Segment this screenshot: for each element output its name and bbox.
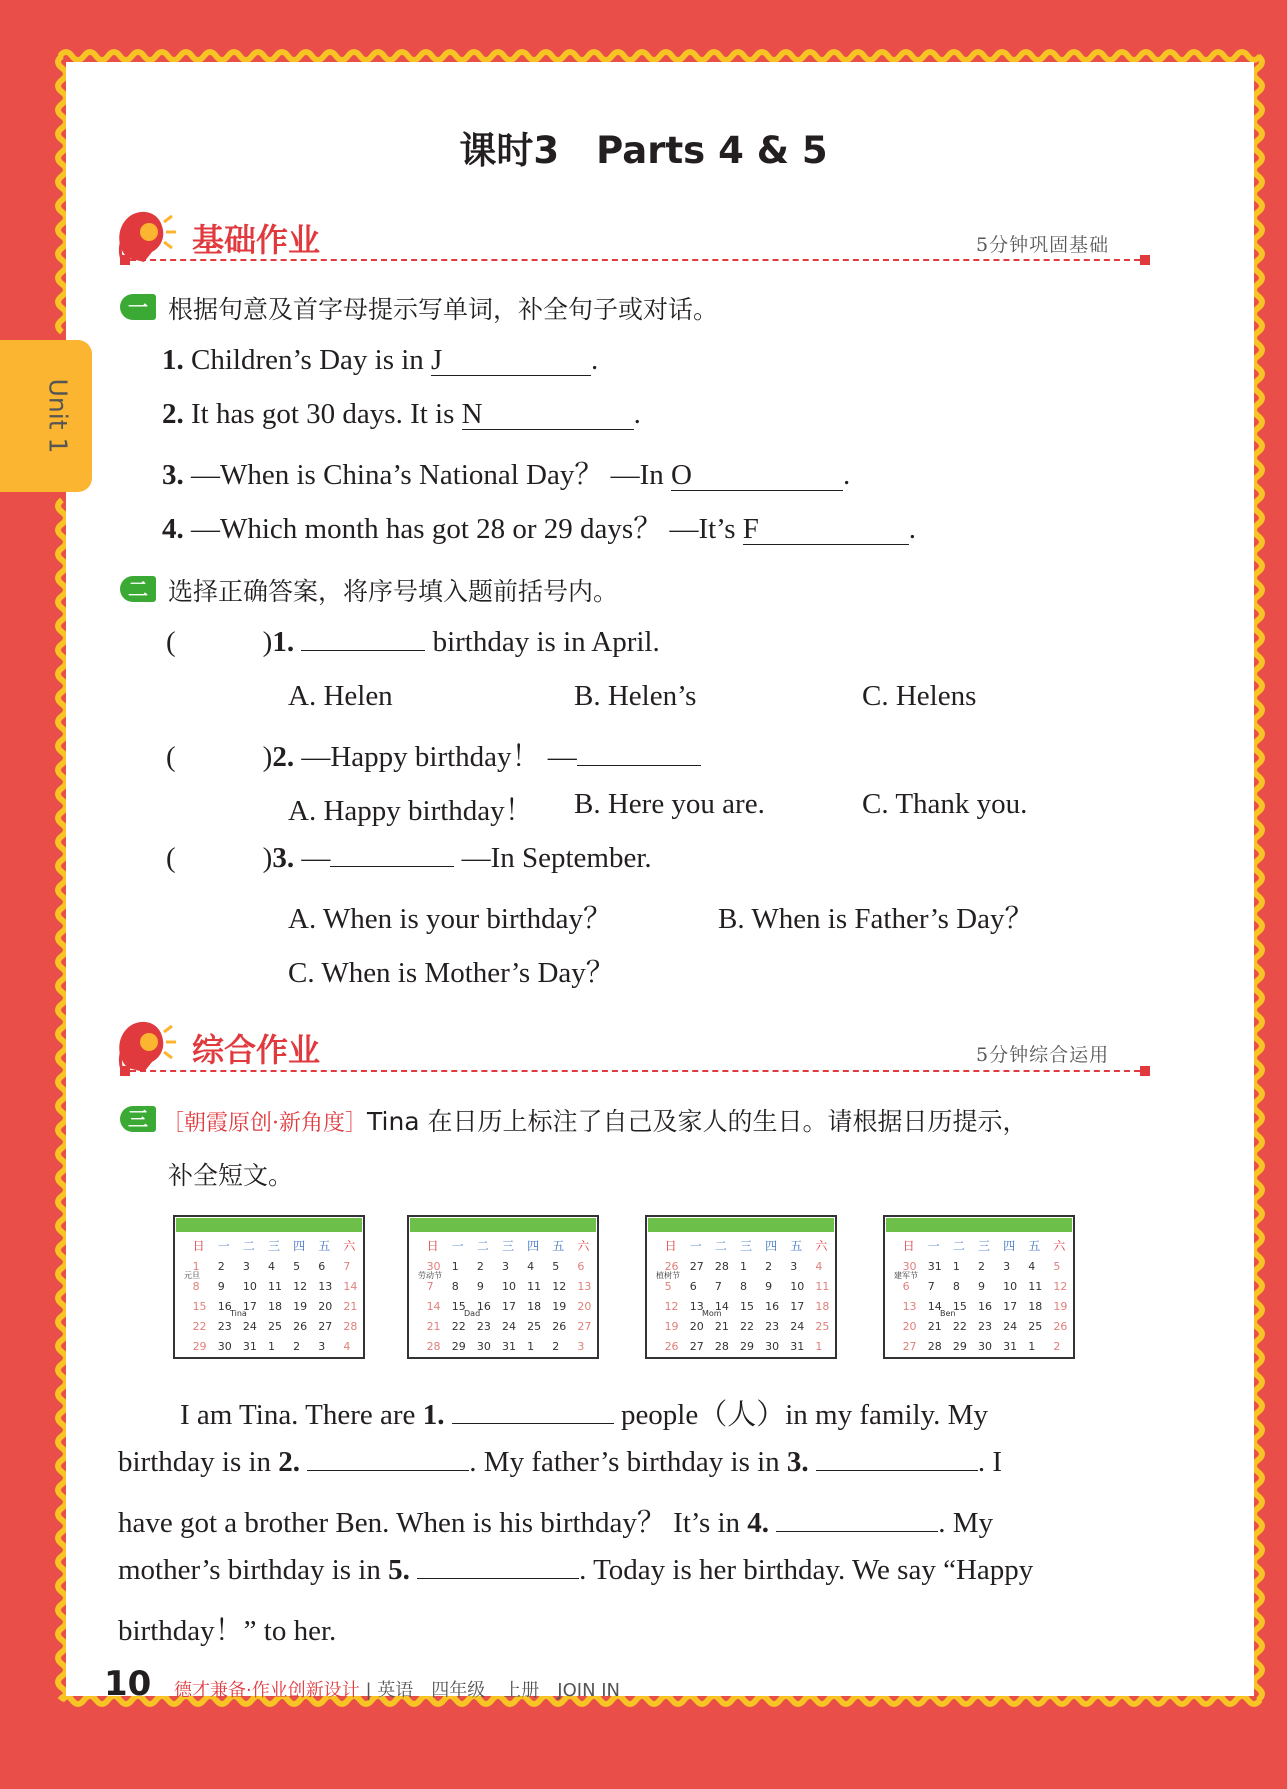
calendar-3 — [644, 1212, 840, 1362]
calendar-note: Mom — [702, 1309, 722, 1318]
calendar-weekday: 五 — [1028, 1239, 1041, 1253]
calendar-day: 10 — [1003, 1280, 1018, 1293]
calendar-weekday: 二 — [476, 1239, 489, 1253]
calendar-day: 30 — [476, 1340, 491, 1353]
passage-line-5: birthday！” to her. — [118, 1615, 337, 1647]
answer-blank[interactable]: J — [431, 346, 591, 376]
calendar-note: 元旦 — [184, 1271, 200, 1280]
calendar-day: 22 — [740, 1320, 754, 1333]
calendar-day: 3 — [577, 1340, 585, 1353]
page-title: 课时3 Parts 4 & 5 — [459, 129, 828, 172]
calendar-day: 11 — [1028, 1280, 1043, 1293]
calendar-day: 3 — [242, 1260, 250, 1273]
calendar-top-bar — [410, 1218, 596, 1232]
calendar-weekday: 六 — [1053, 1239, 1066, 1253]
calendar-day: 5 — [293, 1260, 301, 1273]
answer-paren[interactable]: ( ) — [166, 626, 273, 658]
calendar-day: 14 — [927, 1300, 942, 1313]
calendar-day: 26 — [552, 1320, 567, 1333]
calendar-day: 29 — [952, 1340, 967, 1353]
calendar-day: 5 — [552, 1260, 560, 1273]
calendar-day: 7 — [714, 1280, 722, 1293]
ex2-q3-option-c[interactable]: C. When is Mother’s Day？ — [288, 957, 615, 989]
calendar-day: 17 — [1003, 1300, 1018, 1313]
calendar-day: 1 — [451, 1260, 459, 1273]
ex2-q1-option-c[interactable]: C. Helens — [862, 680, 977, 712]
calendar-day: 19 — [552, 1300, 567, 1313]
answer-blank[interactable] — [577, 765, 701, 766]
calendar-top-bar — [176, 1218, 362, 1232]
ex2-question-1: ( )1. birthday is in April. — [166, 626, 660, 658]
answer-paren[interactable]: ( ) — [166, 842, 273, 874]
calendar-weekday: 六 — [577, 1239, 590, 1253]
calendar-day: 8 — [740, 1280, 747, 1293]
ex2-q2-option-c[interactable]: C. Thank you. — [862, 788, 1028, 820]
calendar-day: 1 — [815, 1340, 823, 1353]
calendar-day: 30 — [978, 1340, 992, 1353]
calendar-day: 14 — [343, 1280, 358, 1293]
unit-side-tab-label: Unit 1 — [43, 378, 73, 454]
calendar-day: 29 — [192, 1340, 207, 1353]
calendar-day: 22 — [192, 1320, 207, 1333]
calendar-day: 17 — [790, 1300, 805, 1313]
calendar-weekday: 三 — [978, 1239, 991, 1253]
calendar-day: 19 — [664, 1320, 679, 1333]
calendar-day: 17 — [242, 1300, 257, 1313]
ex2-q3-option-b[interactable]: B. When is Father’s Day？ — [718, 903, 1034, 935]
ex1-item-3: 3. —When is China’s National Day？ —In O . — [162, 459, 851, 491]
ex2-q2-option-a[interactable]: A. Happy birthday！ — [288, 795, 534, 827]
calendar-day: 10 — [242, 1280, 257, 1293]
divider-dot — [1140, 255, 1150, 265]
calendar-day: 14 — [426, 1300, 441, 1313]
calendar-day: 7 — [927, 1280, 935, 1293]
calendar-weekday: 日 — [426, 1239, 439, 1253]
calendar-day: 11 — [268, 1280, 282, 1293]
calendar-day: 21 — [343, 1300, 358, 1313]
calendar-day: 29 — [740, 1340, 754, 1353]
calendar-weekday: 五 — [790, 1239, 803, 1253]
calendar-day: 28 — [714, 1260, 729, 1273]
calendar-weekday: 一 — [927, 1239, 940, 1253]
calendar-day: 20 — [902, 1320, 917, 1333]
calendar-weekday: 五 — [318, 1239, 331, 1253]
calendar-day: 6 — [689, 1280, 697, 1293]
calendar-weekday: 日 — [192, 1239, 205, 1253]
passage-line-1: I am Tina. There are 1. people（人）in my family. My — [180, 1399, 988, 1431]
calendar-note: Tina — [230, 1309, 247, 1318]
calendar-weekday: 一 — [451, 1239, 464, 1253]
calendar-day: 2 — [476, 1260, 484, 1273]
calendar-day: 18 — [815, 1300, 830, 1313]
calendar-day: 30 — [902, 1260, 917, 1273]
ex2-question-3: ( )3. — —In September. — [166, 842, 652, 874]
calendar-day: 12 — [552, 1280, 567, 1293]
calendar-day: 26 — [664, 1340, 679, 1353]
exercise-2-instruction: 选择正确答案，将序号填入题前括号内。 — [168, 577, 619, 606]
calendar-day: 18 — [1028, 1300, 1043, 1313]
ex2-q2-option-b[interactable]: B. Here you are. — [574, 788, 765, 820]
calendar-day: 5 — [1053, 1260, 1061, 1273]
calendar-weekday: 六 — [343, 1239, 356, 1253]
footer-info: 德才兼备·作业创新设计 | 英语 四年级 上册 JOIN IN — [174, 1680, 621, 1701]
calendar-day: 18 — [268, 1300, 282, 1313]
calendar-day: 6 — [318, 1260, 326, 1273]
calendar-weekday: 三 — [502, 1239, 515, 1253]
calendar-day: 24 — [790, 1320, 805, 1333]
section-basic-divider — [130, 259, 1140, 261]
answer-blank[interactable]: N — [462, 400, 634, 430]
calendar-day: 14 — [714, 1300, 729, 1313]
calendar-day: 20 — [689, 1320, 704, 1333]
calendar-day: 2 — [552, 1340, 560, 1353]
passage-blank-2[interactable] — [307, 1470, 469, 1471]
calendar-note: Dad — [464, 1309, 481, 1318]
calendar-day: 1 — [268, 1340, 275, 1353]
calendar-day: 2 — [1053, 1340, 1061, 1353]
calendar-day: 16 — [476, 1300, 491, 1313]
calendar-day: 8 — [192, 1280, 200, 1293]
answer-blank[interactable] — [301, 650, 425, 651]
calendar-day: 6 — [902, 1280, 910, 1293]
ex1-item-2: 2. It has got 30 days. It is N . — [162, 398, 641, 430]
calendar-day: 1 — [1028, 1340, 1036, 1353]
section-comprehensive-title: 综合作业 — [192, 1031, 321, 1069]
calendar-day: 9 — [978, 1280, 985, 1293]
calendar-day: 21 — [426, 1320, 441, 1333]
calendar-day: 27 — [689, 1340, 704, 1353]
calendar-day: 28 — [714, 1340, 729, 1353]
calendar-day: 31 — [1003, 1340, 1018, 1353]
calendar-day: 16 — [217, 1300, 232, 1313]
exercise-3-badge: 三 — [120, 1106, 156, 1132]
answer-paren[interactable]: ( ) — [166, 741, 273, 773]
calendar-day: 4 — [815, 1260, 823, 1273]
calendar-weekday: 四 — [293, 1239, 306, 1253]
calendar-day: 18 — [527, 1300, 542, 1313]
calendar-day: 13 — [689, 1300, 704, 1313]
section-basic-note: 5分钟巩固基础 — [976, 234, 1110, 256]
passage-line-3: have got a brother Ben. When is his birthday？ It’s in 4. . My — [118, 1507, 994, 1539]
page-number: 10 — [104, 1664, 152, 1704]
calendar-day: 26 — [664, 1260, 679, 1273]
answer-blank[interactable]: F — [743, 515, 909, 545]
calendar-day: 23 — [978, 1320, 992, 1333]
calendar-day: 4 — [268, 1260, 275, 1273]
calendar-day: 12 — [1053, 1280, 1068, 1293]
calendar-day: 19 — [293, 1300, 308, 1313]
calendar-day: 16 — [978, 1300, 992, 1313]
calendar-1 — [172, 1212, 368, 1362]
passage-line-4: mother’s birthday is in 5. . Today is her birthday. We say “Happy — [118, 1554, 1034, 1586]
calendar-day: 15 — [192, 1300, 207, 1313]
calendar-day: 12 — [664, 1300, 679, 1313]
calendar-day: 16 — [765, 1300, 780, 1313]
calendar-day: 30 — [765, 1340, 780, 1353]
calendar-weekday: 一 — [689, 1239, 702, 1253]
exercise-3-instruction: ［朝霞原创·新角度］Tina 在日历上标注了自己及家人的生日。请根据日历提示， — [162, 1107, 1028, 1136]
calendar-day: 10 — [502, 1280, 516, 1293]
passage-line-2: birthday is in 2. . My father’s birthday is in 3. . I — [118, 1446, 1003, 1478]
calendar-day: 25 — [527, 1320, 542, 1333]
section-basic-title: 基础作业 — [192, 221, 321, 259]
calendar-day: 5 — [664, 1280, 672, 1293]
calendar-day: 30 — [217, 1340, 232, 1353]
calendar-day: 11 — [815, 1280, 830, 1293]
exercise-3-tag: ［朝霞原创·新角度］ — [162, 1111, 367, 1136]
calendar-note: Ben — [940, 1309, 956, 1318]
calendar-day: 28 — [343, 1320, 358, 1333]
ex2-q1-option-a[interactable]: A. Helen — [288, 680, 393, 712]
calendar-day: 3 — [318, 1340, 326, 1353]
section-comprehensive-divider — [130, 1070, 1140, 1072]
ex1-item-1: 1. Children’s Day is in J . — [162, 344, 599, 376]
calendar-day: 13 — [577, 1280, 592, 1293]
calendar-day: 24 — [1003, 1320, 1018, 1333]
divider-dot — [1140, 1066, 1150, 1076]
calendar-day: 4 — [343, 1340, 351, 1353]
answer-blank[interactable] — [330, 866, 454, 867]
calendar-day: 2 — [293, 1340, 301, 1353]
calendar-day: 27 — [577, 1320, 592, 1333]
calendar-day: 13 — [318, 1280, 333, 1293]
calendar-day: 23 — [217, 1320, 232, 1333]
calendar-day: 12 — [293, 1280, 308, 1293]
calendar-note: 建军节 — [894, 1271, 918, 1280]
calendar-weekday: 四 — [1003, 1239, 1016, 1253]
passage-blank-3[interactable] — [816, 1470, 978, 1471]
calendar-4 — [882, 1212, 1078, 1362]
calendar-weekday: 三 — [268, 1239, 281, 1253]
calendar-day: 20 — [577, 1300, 592, 1313]
ex2-question-2: ( )2. —Happy birthday！ — — [166, 734, 701, 775]
divider-dot — [120, 255, 130, 265]
calendar-day: 24 — [242, 1320, 257, 1333]
calendar-day: 26 — [1053, 1320, 1068, 1333]
calendar-weekday: 二 — [242, 1239, 255, 1253]
calendar-day: 23 — [476, 1320, 491, 1333]
section-comprehensive-note: 5分钟综合运用 — [976, 1044, 1110, 1066]
calendar-day: 3 — [502, 1260, 509, 1273]
calendar-note: 植树节 — [656, 1271, 680, 1280]
calendar-day: 8 — [952, 1280, 960, 1293]
calendar-weekday: 五 — [552, 1239, 565, 1253]
unit-side-tab[interactable] — [0, 340, 92, 492]
ex2-q1-option-b[interactable]: B. Helen’s — [574, 680, 697, 712]
calendar-day: 13 — [902, 1300, 917, 1313]
calendar-day: 29 — [451, 1340, 466, 1353]
calendar-weekday: 日 — [902, 1239, 915, 1253]
passage-blank-1[interactable] — [452, 1423, 614, 1424]
calendar-weekday: 日 — [664, 1239, 677, 1253]
divider-dot — [120, 1066, 130, 1076]
calendar-day: 23 — [765, 1320, 780, 1333]
calendar-day: 22 — [451, 1320, 466, 1333]
exercise-2-badge: 二 — [120, 576, 156, 602]
calendar-day: 3 — [1003, 1260, 1011, 1273]
calendar-day: 22 — [952, 1320, 967, 1333]
calendar-day: 15 — [952, 1300, 967, 1313]
calendar-day: 1 — [952, 1260, 960, 1273]
calendar-day: 28 — [927, 1340, 942, 1353]
calendar-weekday: 一 — [217, 1239, 230, 1253]
calendar-top-bar — [648, 1218, 834, 1232]
calendar-day: 6 — [577, 1260, 585, 1273]
calendar-day: 8 — [451, 1280, 459, 1293]
ex2-q3-option-a[interactable]: A. When is your birthday？ — [288, 903, 613, 935]
calendar-day: 2 — [217, 1260, 225, 1273]
calendar-weekday: 二 — [714, 1239, 727, 1253]
calendar-day: 10 — [790, 1280, 805, 1293]
calendar-note: 劳动节 — [418, 1271, 442, 1280]
calendar-day: 25 — [1028, 1320, 1043, 1333]
calendar-day: 27 — [318, 1320, 333, 1333]
exercise-1-badge: 一 — [120, 294, 156, 320]
calendar-day: 27 — [902, 1340, 917, 1353]
calendar-day: 9 — [476, 1280, 484, 1293]
calendar-weekday: 四 — [765, 1239, 778, 1253]
calendar-day: 1 — [527, 1340, 535, 1353]
calendar-day: 25 — [268, 1320, 282, 1333]
calendar-day: 21 — [714, 1320, 729, 1333]
passage-blank-4[interactable] — [776, 1531, 938, 1532]
ex1-item-4: 4. —Which month has got 28 or 29 days？ —It’s F . — [162, 513, 917, 545]
calendar-day: 1 — [192, 1260, 200, 1273]
calendar-day: 31 — [927, 1260, 942, 1273]
calendar-weekday: 四 — [527, 1239, 540, 1253]
calendar-day: 4 — [1028, 1260, 1036, 1273]
calendar-day: 31 — [242, 1340, 257, 1353]
calendar-day: 9 — [765, 1280, 773, 1293]
calendar-day: 17 — [502, 1300, 516, 1313]
passage-blank-5[interactable] — [417, 1578, 579, 1579]
calendar-weekday: 六 — [815, 1239, 828, 1253]
calendar-day: 26 — [293, 1320, 308, 1333]
calendar-day: 4 — [527, 1260, 535, 1273]
calendar-top-bar — [886, 1218, 1072, 1232]
calendar-day: 1 — [740, 1260, 747, 1273]
exercise-3-instruction-cont: 补全短文。 — [168, 1161, 294, 1190]
calendar-weekday: 三 — [740, 1239, 753, 1253]
calendar-day: 31 — [790, 1340, 805, 1353]
calendar-2 — [406, 1212, 602, 1362]
calendar-day: 27 — [689, 1260, 704, 1273]
calendar-day: 9 — [217, 1280, 225, 1293]
calendar-day: 19 — [1053, 1300, 1068, 1313]
exercise-1-instruction: 根据句意及首字母提示写单词，补全句子或对话。 — [168, 295, 719, 324]
calendar-day: 3 — [790, 1260, 798, 1273]
calendar-day: 7 — [343, 1260, 351, 1273]
calendar-day: 21 — [927, 1320, 942, 1333]
calendar-day: 11 — [527, 1280, 542, 1293]
calendar-day: 20 — [318, 1300, 333, 1313]
calendar-day: 2 — [765, 1260, 773, 1273]
calendar-day: 2 — [978, 1260, 985, 1273]
calendar-weekday: 二 — [952, 1239, 965, 1253]
calendar-day: 28 — [426, 1340, 441, 1353]
calendar-day: 31 — [502, 1340, 516, 1353]
calendar-day: 30 — [426, 1260, 441, 1273]
calendar-day: 24 — [502, 1320, 516, 1333]
answer-blank[interactable]: O — [671, 461, 843, 491]
calendar-day: 15 — [451, 1300, 466, 1313]
calendar-day: 25 — [815, 1320, 830, 1333]
calendar-day: 15 — [740, 1300, 754, 1313]
calendar-day: 7 — [426, 1280, 434, 1293]
